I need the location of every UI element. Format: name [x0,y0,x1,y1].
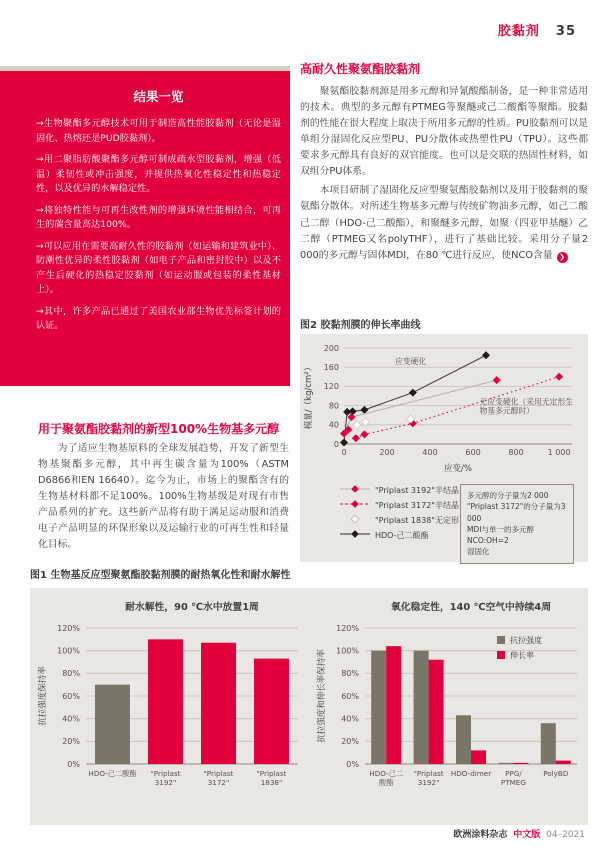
edition-label: 中文版 [513,830,541,840]
svg-text:120%: 120% [336,623,359,633]
bar [556,761,571,764]
arrow-bullet-icon: → [36,118,44,129]
hydrolysis-bar-chart [30,588,309,825]
bar [513,763,528,764]
series- [353,415,415,429]
svg-text:PolyBD: PolyBD [543,769,569,778]
bar [371,651,386,764]
svg-text:抗拉强度: 抗拉强度 [510,636,542,645]
right-column [300,60,588,267]
legend-marker-icon [340,484,370,496]
svg-text:60%: 60% [341,691,359,701]
right-section-heading: 高耐久性聚氨酯胶黏剂 [300,62,421,76]
legend-item: "Priplast 1838"无定形 [340,514,459,526]
legend-item: HDO-己二酸酯 [340,529,459,541]
svg-text:耐水解性，90 ℃水中放置1周: 耐水解性，90 ℃水中放置1周 [125,602,259,613]
svg-text:PPG/PTMEG: PPG/ PTMEG [500,769,526,787]
data-point [351,500,359,508]
figure1-charts [30,588,588,825]
svg-text:HDO-dimer: HDO-dimer [450,769,492,778]
svg-text:40: 40 [328,420,339,430]
svg-text:HDO-己二酸酯: HDO-己二酸酯 [369,769,404,787]
svg-text:600: 600 [465,448,481,457]
data-point [351,485,359,493]
results-item: →将独特性能与可再生改性剂的增强环境性能相结合，可再生的碳含量高达100%。 [36,204,281,231]
svg-text:0%: 0% [346,759,359,769]
bar [498,763,513,764]
svg-text:80%: 80% [62,669,80,679]
section-label: 胶黏剂 [497,24,540,39]
svg-text:"Priplast1838": "Priplast 1838" [256,769,287,787]
figure2-legend-row [300,480,588,564]
svg-text:160: 160 [323,363,339,372]
svg-text:0: 0 [341,448,347,457]
svg-text:"Priplast3192": "Priplast 3192" [413,769,444,787]
svg-text:20%: 20% [341,737,359,747]
svg-text:200: 200 [379,448,395,457]
svg-text:120: 120 [323,382,339,392]
legend-marker-icon [340,529,370,541]
svg-text:1 000: 1 000 [547,448,571,457]
svg-text:伸长率: 伸长率 [510,651,534,660]
figure2-caption: 图2 胶黏剂膜的伸长率曲线 [300,320,421,331]
arrow-bullet-icon: → [36,305,44,317]
figure2-chart [300,334,588,562]
svg-text:100%: 100% [336,646,359,656]
data-point [352,434,360,442]
bar [254,659,289,764]
bar-chart-svg [309,588,588,825]
bar [456,715,471,764]
results-item: →用二聚脂肪酸聚酯多元醇可制成疏水型胶黏剂，增强（低温）柔韧性或冲击强度，并提供热氧化性稳定性和热稳定性，以及优异的水解稳定性。 [36,154,281,195]
right-section-paragraph-1: 聚氨酯胶黏剂源是用多元醇和异氰酸酯制备，是一种非常适用的技术。典型的多元醇有PTMEG等聚醚或己二酸酯等聚酯。胶黏剂的性能在很大程度上取决于所用多元醇的性质。PU胶黏剂可以是单组分湿固化反应型PU、PU分散体或热塑性PU（TPU）。这些都要求多元醇具有良好的双官能度。也可以是交联的热固性材料，如双组分PU体系。 [300,86,588,178]
svg-text:"Priplast3172": "Priplast 3172" [203,769,234,787]
issue-number: 04–2021 [546,830,585,840]
figure2-svg [300,334,588,482]
svg-text:应变硬化: 应变硬化 [395,356,427,366]
figure1-caption: 图1 生物基反应型聚氨酯胶黏剂膜的耐热氧化性和耐水解性 [30,570,291,581]
svg-text:抗拉强度和伸长率保持率: 抗拉强度和伸长率保持率 [317,649,327,743]
svg-text:模量/（kg/cm²）: 模量/（kg/cm²） [304,362,314,430]
svg-text:40%: 40% [341,714,359,724]
bar [95,685,130,764]
svg-text:400: 400 [422,448,438,457]
results-box-title: 结果一览 [133,89,184,104]
legend-item: "Priplast 3172"半结晶 [340,499,459,511]
data-point [360,430,368,438]
data-point [482,351,490,359]
bar [471,750,486,764]
svg-text:800: 800 [508,448,524,457]
legend-marker-icon [340,499,370,511]
svg-text:40%: 40% [62,714,80,724]
figure2-plot-area [300,334,588,486]
svg-text:200: 200 [323,343,339,353]
data-point [353,421,361,429]
svg-text:0: 0 [333,439,339,449]
figure2-legend [340,484,459,564]
svg-text:HDO-己二酸酯: HDO-己二酸酯 [88,769,137,778]
data-point [340,439,348,447]
svg-text:80: 80 [328,401,339,411]
svg-text:120%: 120% [57,623,80,633]
data-point [351,530,359,538]
bar [541,723,556,764]
results-item: →可以应用在需要高耐久性的胶黏剂（如运输和建筑业中）、防潮性优异的柔性胶黏剂（如电子产品和密封胶中）以及不产生后硬化的热稳定胶黏剂（如运动服或包装的柔性基材上）。 [36,240,281,296]
oxidation-bar-chart [309,588,588,825]
right-section-paragraph-2: 本项目研制了湿固化反应型聚氨酯胶黏剂以及用于胶黏剂的聚氨酯分散体。对所述生物基多元醇与传统矿物油多元醇，如己二酸己二醇（HDO-己二酸酯），和聚醚多元醇，如聚（四亚甲基醚）乙二醇（PTMEG又名polyTHF），进行了基础比较。采用分子量2 000的多元醇与固体MDI，在80 ℃进行反应，使NCO含量 ❯ [300,185,588,261]
left-section-body: 为了适应生物基原料的全球发展趋势，开发了新型生物基聚酯多元醇，其中再生碳含量为100%（ASTM D6866和EN 16640）。迄今为止，市场上的聚酯含有的生物基材料都不足100%。100%生物基级是对现有市售产品系列的扩充。这些新产品将有助于满足运动服和消费电子产品明显的环保形象以及运输行业的可再生性和轻量化目标。 [38,443,289,550]
svg-text:抗拉强度保持率: 抗拉强度保持率 [38,666,48,726]
journal-name: 欧洲涂料杂志 [453,830,508,840]
svg-text:80%: 80% [341,669,359,679]
bar [429,660,444,764]
bar [386,646,401,764]
arrow-bullet-icon: → [36,204,44,216]
svg-text:20%: 20% [62,737,80,747]
results-item: →生物聚酯多元醇技术可用于制造高性能胶黏剂（无论是湿固化、热熔还是PUD胶黏剂）。 [36,118,281,144]
arrow-bullet-icon: → [36,240,44,252]
svg-text:0%: 0% [67,759,80,769]
data-point [555,373,563,381]
data-point [351,515,359,523]
arrow-bullet-icon: → [36,154,44,166]
svg-text:应变/%: 应变/% [444,464,472,474]
svg-text:100%: 100% [57,646,80,656]
page-footer [453,827,585,840]
bar-chart-svg [30,588,309,825]
bar [414,651,429,764]
svg-text:无应变硬化（采用无定形生物基多元醇时）: 无应变硬化（采用无定形生物基多元醇时） [479,397,574,416]
svg-text:60%: 60% [62,691,80,701]
page-number: 35 [555,24,576,39]
legend-marker-icon [340,514,370,526]
results-summary-box [0,66,290,386]
svg-text:氧化稳定性，140 ℃空气中持续4周: 氧化稳定性，140 ℃空气中持续4周 [390,602,552,613]
data-point [349,407,357,415]
bar [201,643,236,764]
left-section-heading: 用于聚氨酯胶黏剂的新型100%生物基多元醇 [38,422,280,436]
bar [148,639,183,764]
continued-arrow-icon: ❯ [557,252,568,263]
page-header [498,20,576,39]
svg-text:"Priplast3192": "Priplast 3192" [150,769,181,787]
data-point [493,376,501,384]
data-point [409,389,417,397]
legend-item: "Priplast 3192"半结晶 [340,484,459,496]
figure2-note-box: 多元醇的分子量为2 000 "Priplast 3172"的分子量为3 000 MDI与单一的多元醇 NCO:OH=2 湿固化 [460,484,574,564]
results-item: →其中，许多产品已通过了美国农业部生物优先标签计划的认证。 [36,305,281,332]
